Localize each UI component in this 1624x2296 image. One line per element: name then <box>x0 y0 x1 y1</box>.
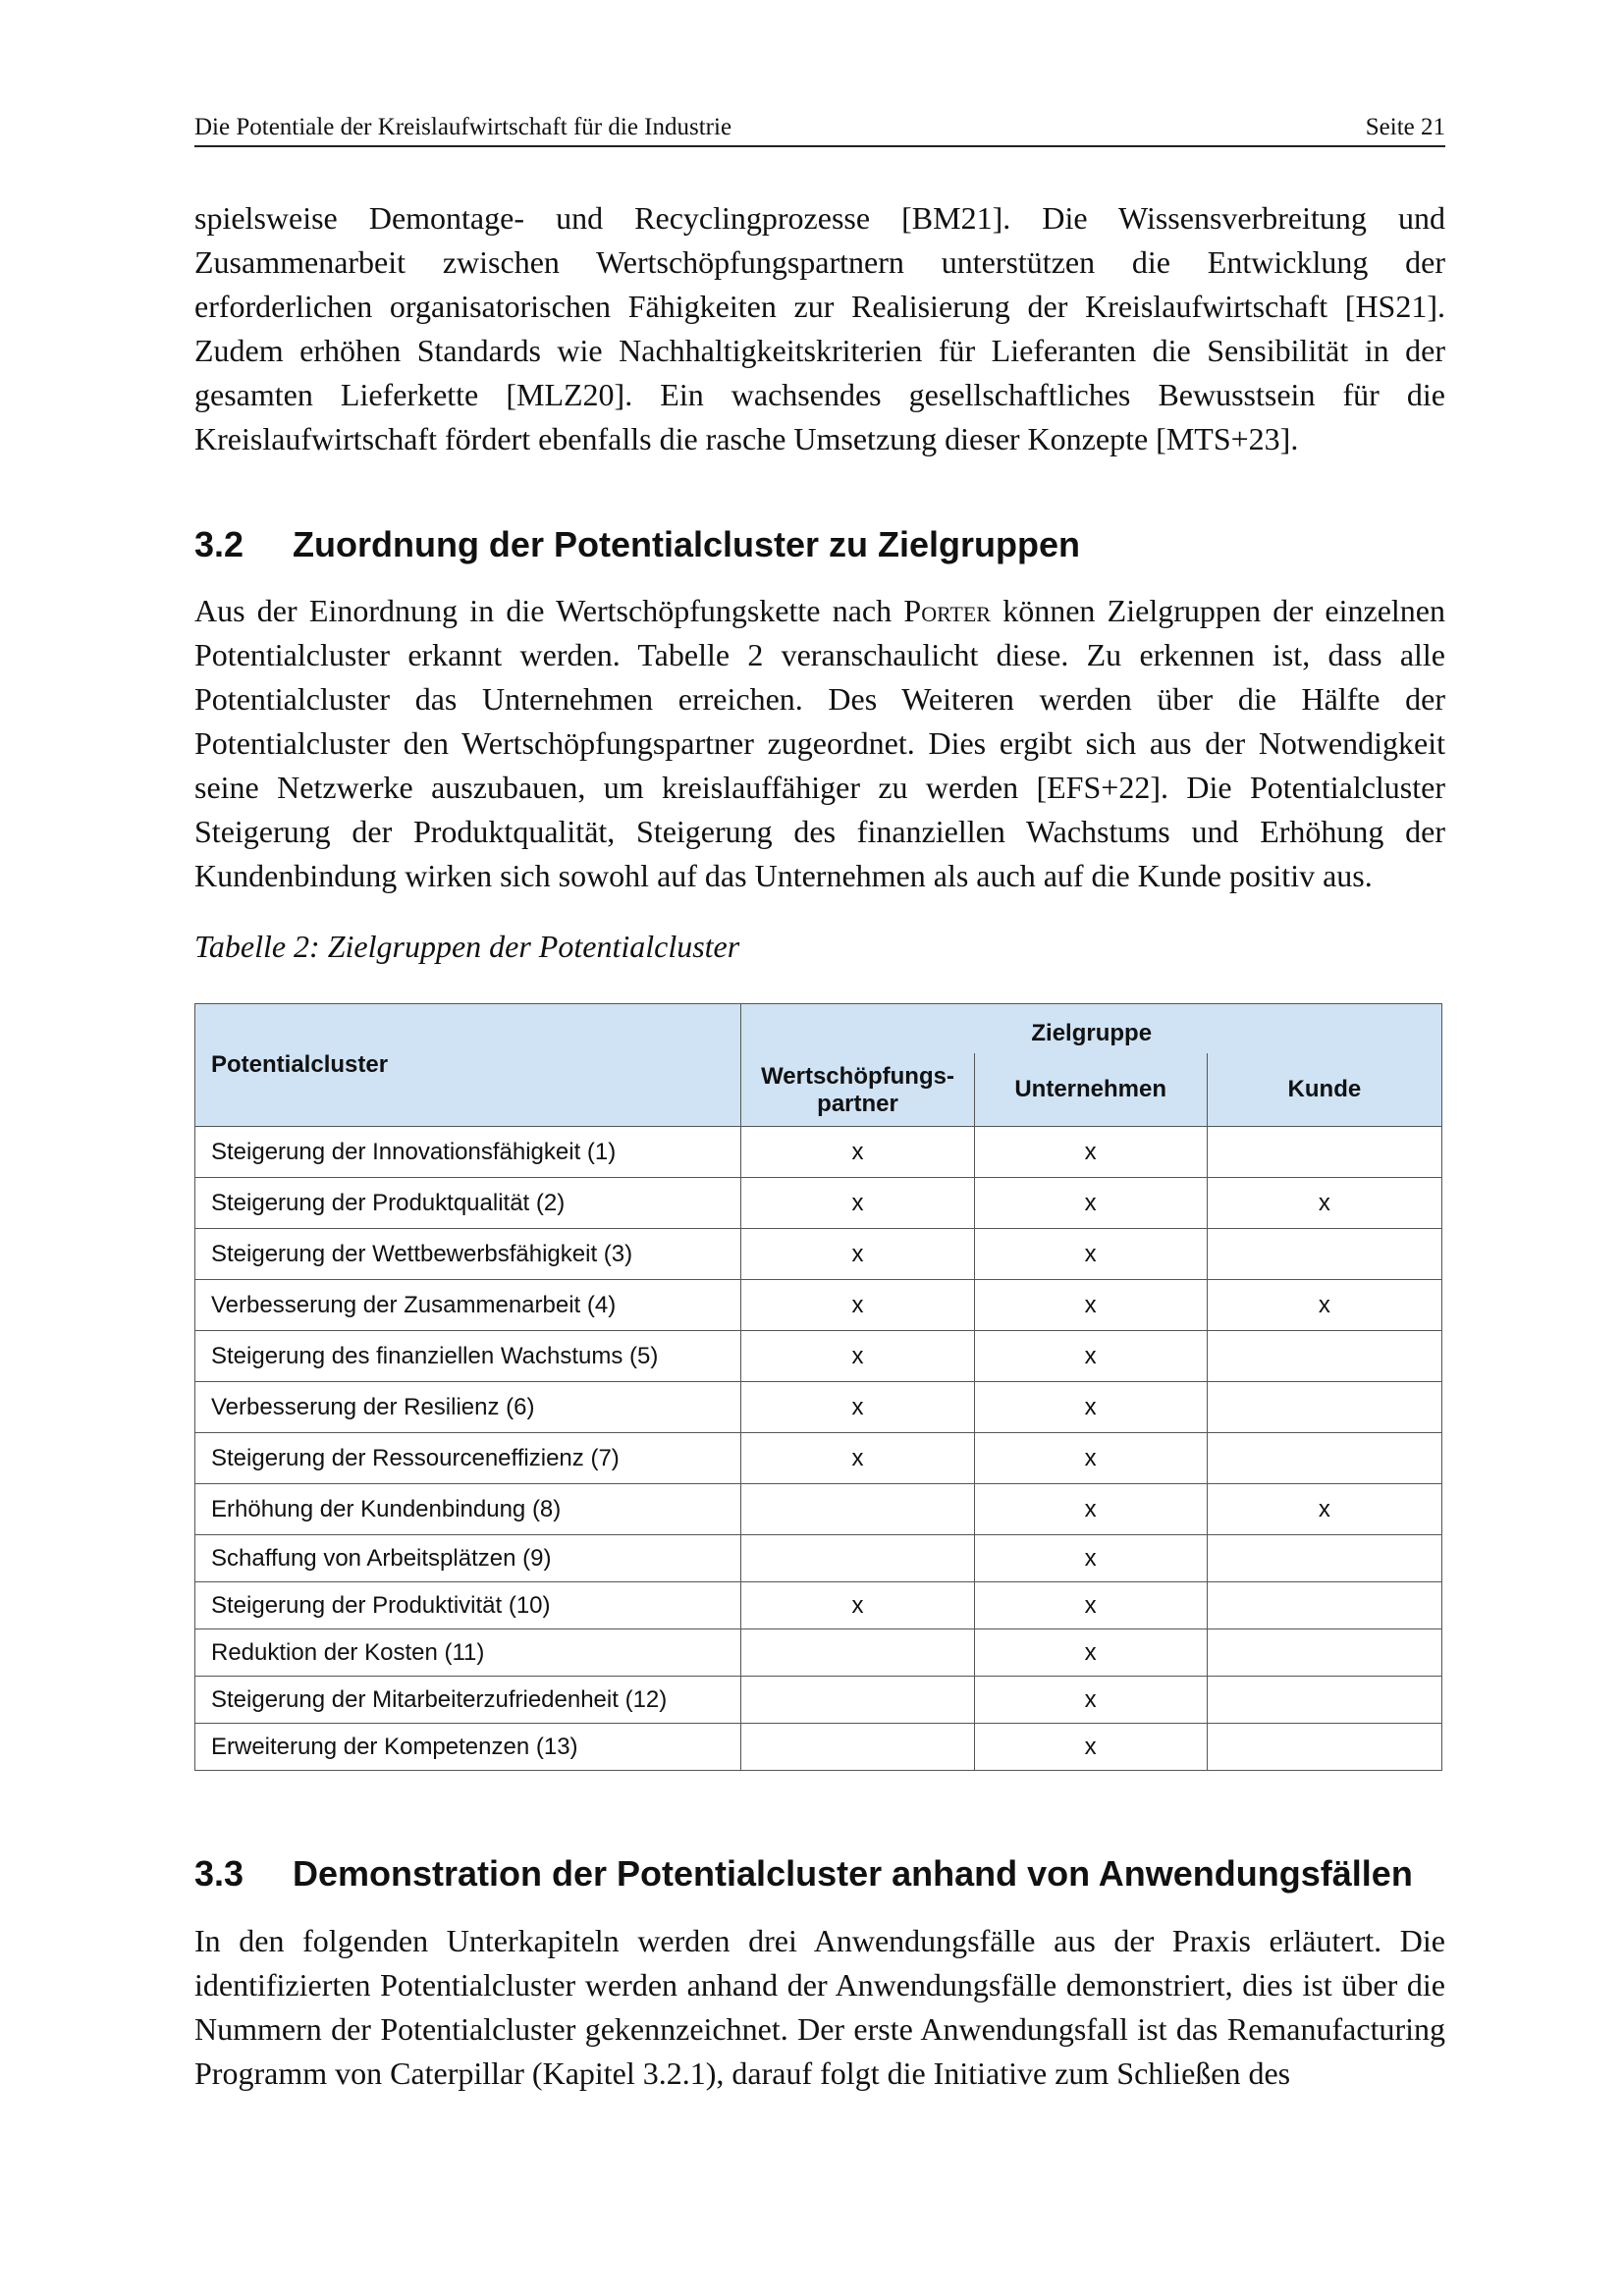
header-value-partner: Wertschöpfungs- partner <box>741 1053 974 1127</box>
section-heading-3-2 <box>194 523 1445 566</box>
mark-company: x <box>974 1433 1207 1484</box>
mark-customer <box>1207 1582 1441 1629</box>
intro-paragraph: spielsweise Demontage- und Recyclingprozesse [BM21]. Die Wissensverbreitung und Zusammenarbeit zwischen Wertschöpfungspartnern unterstützen die Entwicklung der erforderlichen organisatorischen Fähigkeiten zur Realisierung der Kreislaufwirtschaft [HS21]. Zudem erhöhen Standards wie Nachhaltigkeitskriterien für Lieferanten die Sensibilität in der gesamten Lieferkette [MLZ20]. Ein wachsendes gesellschaftliches Bewusstsein für die Kreislaufwirtschaft fördert ebenfalls die rasche Umsetzung dieser Konzepte [MTS+23]. <box>194 200 1445 456</box>
page-number: Seite 21 <box>1365 114 1445 140</box>
section-title: Zuordnung der Potentialcluster zu Zielgruppen <box>293 524 1081 564</box>
mark-customer <box>1207 1382 1441 1433</box>
table-row <box>195 1127 1442 1178</box>
section-number: 3.3 <box>194 1853 244 1894</box>
header-title: Die Potentiale der Kreislaufwirtschaft für die Industrie <box>194 114 732 140</box>
cluster-name: Erweiterung der Kompetenzen (13) <box>195 1724 741 1771</box>
mark-customer <box>1207 1331 1441 1382</box>
mark-partner: x <box>741 1127 974 1178</box>
mark-company: x <box>974 1229 1207 1280</box>
mark-partner <box>741 1484 974 1535</box>
mark-partner <box>741 1535 974 1582</box>
mark-customer <box>1207 1677 1441 1724</box>
target-group-table <box>194 1003 1442 1771</box>
cluster-name: Steigerung der Mitarbeiterzufriedenheit (12) <box>195 1677 741 1724</box>
table-row <box>195 1724 1442 1771</box>
running-header <box>194 108 1445 147</box>
mark-customer <box>1207 1229 1441 1280</box>
mark-partner: x <box>741 1178 974 1229</box>
cluster-name: Steigerung des finanziellen Wachstums (5) <box>195 1331 741 1382</box>
section-heading-3-3 <box>194 1852 1445 1896</box>
cluster-name: Schaffung von Arbeitsplätzen (9) <box>195 1535 741 1582</box>
table-row <box>195 1433 1442 1484</box>
mark-partner: x <box>741 1229 974 1280</box>
mark-company: x <box>974 1677 1207 1724</box>
cluster-name: Erhöhung der Kundenbindung (8) <box>195 1484 741 1535</box>
mark-company: x <box>974 1629 1207 1677</box>
table-row <box>195 1582 1442 1629</box>
header-customer: Kunde <box>1207 1053 1441 1127</box>
cluster-name: Steigerung der Innovationsfähigkeit (1) <box>195 1127 741 1178</box>
table-row <box>195 1178 1442 1229</box>
section-title: Demonstration der Potentialcluster anhand von Anwendungsfällen <box>293 1853 1413 1894</box>
mark-company: x <box>974 1127 1207 1178</box>
cluster-name: Steigerung der Wettbewerbsfähigkeit (3) <box>195 1229 741 1280</box>
section-3-2-paragraph: Aus der Einordnung in die Wertschöpfungskette nach Porter können Zielgruppen der einzelnen Potentialcluster erkannt werden. Tabelle 2 veranschaulicht diese. Zu erkennen ist, dass alle Potentialcluster das Unternehmen erreichen. Des Weiteren werden über die Hälfte der Potentialcluster den Wertschöpfungspartner zugeordnet. Dies ergibt sich aus der Notwendigkeit seine Netzwerke auszubauen, um kreislauffähiger zu werden [EFS+22]. Die Potentialcluster Steigerung der Produktqualität, Steigerung des finanziellen Wachstums und Erhöhung der Kundenbindung wirken sich sowohl auf das Unternehmen als auch auf die Kunde positiv aus. <box>194 593 1446 893</box>
mark-company: x <box>974 1382 1207 1433</box>
table-row <box>195 1629 1442 1677</box>
table-row <box>195 1280 1442 1331</box>
cluster-name: Steigerung der Produktqualität (2) <box>195 1178 741 1229</box>
section-3-3-paragraph: In den folgenden Unterkapiteln werden drei Anwendungsfälle aus der Praxis erläutert. Die identifizierten Potentialcluster werden anhand der Anwendungsfälle demonstriert, dies ist über die Nummern der Potentialcluster gekennzeichnet. Der erste Anwendungsfall ist das Remanufacturing Programm von Caterpillar (Kapitel 3.2.1), darauf folgt die Initiative zum Schließen des <box>194 1923 1445 2091</box>
table-row <box>195 1484 1442 1535</box>
mark-company: x <box>974 1535 1207 1582</box>
mark-customer: x <box>1207 1178 1441 1229</box>
mark-company: x <box>974 1331 1207 1382</box>
mark-customer <box>1207 1724 1441 1771</box>
mark-company: x <box>974 1280 1207 1331</box>
table-caption: Tabelle 2: Zielgruppen der Potentialcluster <box>194 929 740 964</box>
header-target-group: Zielgruppe <box>741 1004 1442 1054</box>
table-row <box>195 1229 1442 1280</box>
mark-company: x <box>974 1724 1207 1771</box>
table-row <box>195 1677 1442 1724</box>
mark-customer: x <box>1207 1484 1441 1535</box>
mark-partner: x <box>741 1582 974 1629</box>
cluster-name: Steigerung der Ressourceneffizienz (7) <box>195 1433 741 1484</box>
mark-partner <box>741 1677 974 1724</box>
mark-company: x <box>974 1582 1207 1629</box>
mark-partner <box>741 1724 974 1771</box>
section-number: 3.2 <box>194 524 244 564</box>
table-row <box>195 1382 1442 1433</box>
mark-company: x <box>974 1484 1207 1535</box>
mark-partner: x <box>741 1433 974 1484</box>
author-name-porter: Porter <box>903 593 991 628</box>
table-row <box>195 1535 1442 1582</box>
mark-customer <box>1207 1535 1441 1582</box>
header-potential-cluster: Potentialcluster <box>195 1004 741 1127</box>
mark-partner <box>741 1629 974 1677</box>
cluster-name: Verbesserung der Resilienz (6) <box>195 1382 741 1433</box>
cluster-name: Verbesserung der Zusammenarbeit (4) <box>195 1280 741 1331</box>
mark-partner: x <box>741 1280 974 1331</box>
cluster-name: Reduktion der Kosten (11) <box>195 1629 741 1677</box>
mark-customer <box>1207 1629 1441 1677</box>
table-row <box>195 1331 1442 1382</box>
mark-company: x <box>974 1178 1207 1229</box>
mark-customer <box>1207 1127 1441 1178</box>
cluster-name: Steigerung der Produktivität (10) <box>195 1582 741 1629</box>
mark-partner: x <box>741 1331 974 1382</box>
mark-partner: x <box>741 1382 974 1433</box>
mark-customer <box>1207 1433 1441 1484</box>
mark-customer: x <box>1207 1280 1441 1331</box>
header-company: Unternehmen <box>974 1053 1207 1127</box>
